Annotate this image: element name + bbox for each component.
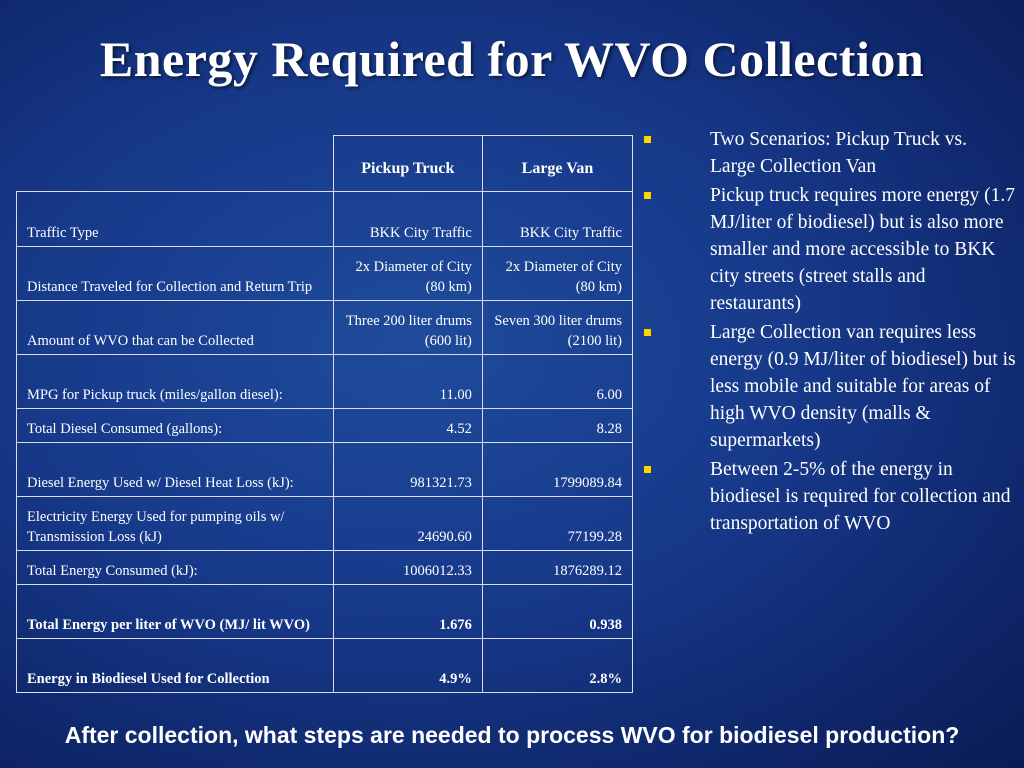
table-row	[17, 497, 633, 551]
row-label: Electricity Energy Used for pumping oils w/ Transmission Loss (kJ)	[17, 497, 334, 551]
pickup-truck-value: 1.676	[333, 585, 482, 639]
table-row	[17, 551, 633, 585]
table-row	[17, 585, 633, 639]
pickup-truck-value: BKK City Traffic	[333, 192, 482, 247]
bullet-text: Two Scenarios: Pickup Truck vs. Large Collection Van	[710, 129, 968, 177]
row-label: Total Energy per liter of WVO (MJ/ lit WVO)	[17, 585, 334, 639]
energy-comparison-table	[16, 135, 633, 693]
row-label: Distance Traveled for Collection and Return Trip	[17, 247, 334, 301]
table-row	[17, 355, 633, 409]
pickup-truck-value: 1006012.33	[333, 551, 482, 585]
row-label: Total Energy Consumed (kJ):	[17, 551, 334, 585]
table-row	[17, 639, 633, 693]
table-row	[17, 409, 633, 443]
row-label: Amount of WVO that can be Collected	[17, 301, 334, 355]
square-bullet-icon	[644, 192, 651, 199]
bullet-text: Pickup truck requires more energy (1.7 MJ/liter of biodiesel) but is also more smaller and more accessible to BKK city streets (street stalls and restaurants)	[710, 185, 1016, 314]
table-row	[17, 247, 633, 301]
large-van-value: 1799089.84	[482, 443, 632, 497]
row-label: Diesel Energy Used w/ Diesel Heat Loss (kJ):	[17, 443, 334, 497]
bullet-item	[640, 319, 1016, 454]
square-bullet-icon	[644, 136, 651, 143]
pickup-truck-value: 4.52	[333, 409, 482, 443]
pickup-truck-value: 981321.73	[333, 443, 482, 497]
row-label: Traffic Type	[17, 192, 334, 247]
pickup-truck-value: 24690.60	[333, 497, 482, 551]
bullet-item	[640, 456, 1016, 537]
table-row	[17, 443, 633, 497]
table-row	[17, 301, 633, 355]
large-van-value: 0.938	[482, 585, 632, 639]
square-bullet-icon	[644, 329, 651, 336]
row-label: MPG for Pickup truck (miles/gallon diesel):	[17, 355, 334, 409]
large-van-value: 77199.28	[482, 497, 632, 551]
bullet-item	[640, 182, 1016, 317]
bullet-list	[640, 126, 1016, 539]
large-van-value: 2x Diameter of City (80 km)	[482, 247, 632, 301]
square-bullet-icon	[644, 466, 651, 473]
pickup-truck-value: 4.9%	[333, 639, 482, 693]
large-van-value: 8.28	[482, 409, 632, 443]
footer-question: After collection, what steps are needed to process WVO for biodiesel production?	[64, 722, 960, 748]
bullet-text: Between 2-5% of the energy in biodiesel is required for collection and transportation of WVO	[710, 459, 1011, 534]
table-row	[17, 192, 633, 247]
column-header-large-van: Large Van	[482, 136, 632, 192]
bullet-item	[640, 126, 1016, 180]
pickup-truck-value: 2x Diameter of City (80 km)	[333, 247, 482, 301]
pickup-truck-value: 11.00	[333, 355, 482, 409]
pickup-truck-value: Three 200 liter drums (600 lit)	[333, 301, 482, 355]
column-header-pickup-truck: Pickup Truck	[333, 136, 482, 192]
large-van-value: BKK City Traffic	[482, 192, 632, 247]
large-van-value: 6.00	[482, 355, 632, 409]
large-van-value: 1876289.12	[482, 551, 632, 585]
large-van-value: Seven 300 liter drums (2100 lit)	[482, 301, 632, 355]
row-label: Total Diesel Consumed (gallons):	[17, 409, 334, 443]
bullet-text: Large Collection van requires less energy (0.9 MJ/liter of biodiesel) but is less mobile and suitable for areas of high WVO density (malls & supermarkets)	[710, 322, 1016, 451]
table-corner-cell	[17, 136, 334, 192]
row-label: Energy in Biodiesel Used for Collection	[17, 639, 334, 693]
large-van-value: 2.8%	[482, 639, 632, 693]
slide-title: Energy Required for WVO Collection	[99, 31, 925, 87]
